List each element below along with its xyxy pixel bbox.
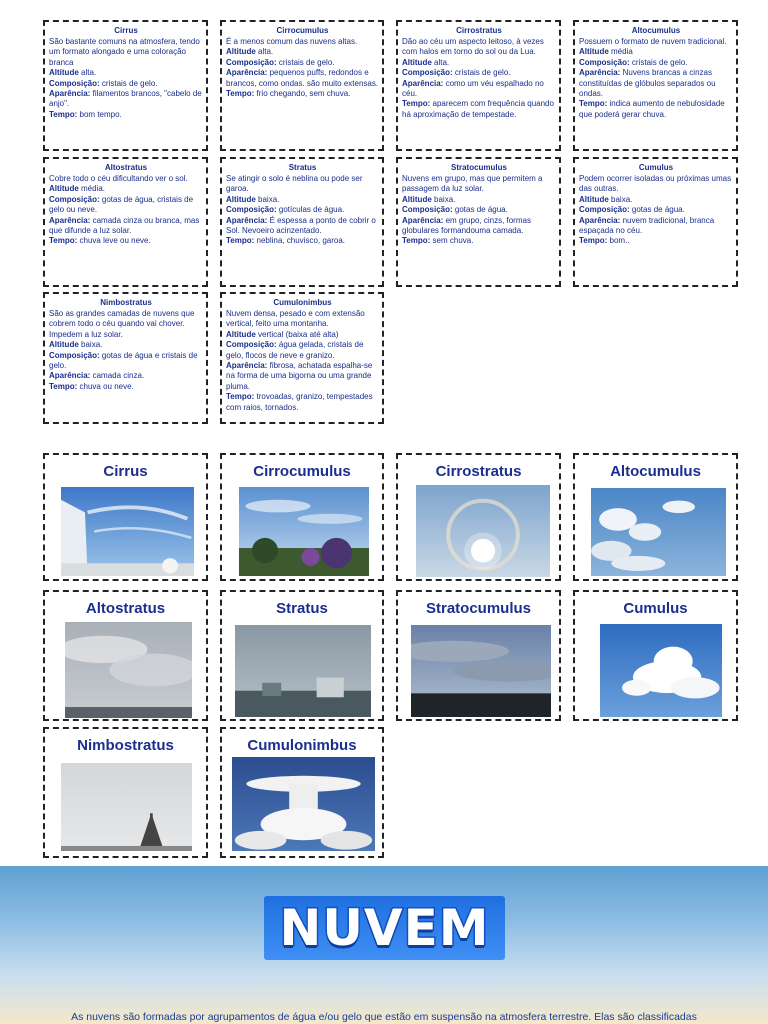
card-line-label: Aparência: (402, 215, 444, 225)
card-line-label: Altitude (402, 57, 432, 67)
card-line-text: trovoadas, granizo, tempestades com raios, tornados. (226, 392, 373, 412)
card-line-label: Altitude (49, 184, 79, 194)
picture-title: Stratus (276, 600, 328, 617)
card-line (402, 216, 556, 237)
card-line (402, 195, 556, 205)
card-line-label: Altitude (226, 329, 256, 339)
cloud-photo (61, 763, 192, 851)
card-line (579, 58, 733, 68)
card-line-label: Aparência: (49, 215, 91, 225)
card-line-label: Tempo: (49, 236, 78, 246)
card-line (579, 37, 733, 47)
card-line-label: Composição: (49, 194, 100, 204)
card-line-text: É espessa a ponto de cobrir o Sol. Nevoeiro acinzentado. (226, 215, 376, 236)
card-line-text: cristais de gelo. (631, 57, 688, 67)
card-line (49, 340, 203, 350)
card-line-label: Aparência: (402, 78, 444, 88)
info-card-altostratus (43, 157, 208, 287)
card-line-text: gotas de água, cristais de gelo ou neve. (49, 194, 194, 215)
card-line-label: Tempo: (579, 236, 608, 246)
card-line (49, 216, 203, 237)
picture-title: Cirrostratus (435, 463, 522, 480)
card-line (402, 236, 556, 246)
card-line-text: água gelada, cristais de gelo, flocos de neve e granizo. (226, 340, 364, 360)
info-card-cirrocumulus (220, 20, 384, 151)
cloud-photo (411, 625, 551, 717)
card-line-label: Tempo: (402, 236, 431, 246)
card-line-text: São bastante comuns na atmosfera, tendo um formato alongado e uma coloração branca (49, 37, 200, 67)
card-line (226, 330, 379, 340)
card-line (579, 47, 733, 57)
picture-card-nimbostratus (43, 727, 208, 858)
cloud-photo (235, 625, 371, 717)
intro-text: As nuvens são formadas por agrupamentos de água e/ou gelo que estão em suspensão na atmosfera terrestre. Elas são classificadas (71, 1011, 697, 1023)
card-line-label: Aparência: (226, 68, 268, 78)
card-line (49, 89, 203, 110)
card-line (226, 216, 379, 237)
picture-title: Cirrus (103, 463, 148, 480)
card-line-label: Tempo: (49, 381, 78, 391)
card-line (226, 340, 379, 361)
picture-card-cirrocumulus (220, 453, 384, 581)
picture-card-stratocumulus (396, 590, 561, 721)
sky-banner (0, 866, 768, 1024)
card-line-text: camada cinza ou branca, mas que difunde a luz solar. (49, 215, 200, 236)
picture-card-altostratus (43, 590, 208, 721)
card-line-label: Aparência: (579, 68, 621, 78)
card-line-label: Composição: (402, 68, 453, 78)
card-line (49, 79, 203, 89)
picture-card-stratus (220, 590, 384, 721)
card-line-label: Altitude (579, 47, 609, 57)
card-line (579, 236, 733, 246)
card-line-text: pequenos puffs, redondos e brancos, como ondas. são muito extensas. (226, 68, 379, 88)
card-title: Cumulonimbus (273, 298, 332, 307)
card-line-text: nuvem tradicional, branca espaçada no céu. (579, 215, 715, 236)
card-title: Cirrocumulus (276, 26, 329, 35)
card-line-label: Tempo: (226, 236, 255, 246)
info-card-cumulus (573, 157, 738, 287)
card-line-text: Possuem o formato de nuvem tradicional. (579, 37, 727, 46)
cloud-photo (416, 485, 550, 577)
card-line-text: São as grandes camadas de nuvens que cobrem todo o céu quando vai chover. Impedem a luz solar. (49, 309, 195, 339)
card-line-text: gotas de água e cristais de gelo. (49, 350, 198, 371)
card-line-text: sem chuva. (432, 236, 474, 246)
card-line (226, 392, 379, 413)
nuvem-logo (264, 896, 505, 960)
picture-title: Cirrocumulus (253, 463, 351, 480)
card-line (402, 58, 556, 68)
cloud-photo (61, 487, 194, 576)
card-title: Stratocumulus (450, 163, 507, 172)
card-line-text: vertical (baixa até alta) (258, 329, 339, 339)
card-line-text: cristais de gelo. (278, 57, 335, 67)
card-line-text: Nuvens brancas a cinzas constituídas de glóbulos separados ou ondas. (579, 68, 716, 99)
card-line (226, 37, 379, 47)
card-line-text: Podem ocorrer isoladas ou próximas umas das outras. (579, 174, 732, 194)
card-line-text: baixa. (258, 194, 280, 204)
card-line-text: baixa. (434, 194, 456, 204)
card-line (49, 37, 203, 68)
card-line (402, 68, 556, 78)
card-line-text: Cobre todo o céu dificultando ver o sol. (49, 174, 188, 183)
card-title: Stratus (288, 163, 317, 172)
card-line-text: alta. (81, 68, 97, 78)
card-line (226, 236, 379, 246)
card-line-text: baixa. (611, 194, 633, 204)
card-line (49, 236, 203, 246)
card-line-text: Nuvens em grupo, mas que permitem a passagem da luz solar. (402, 174, 543, 194)
card-title: Cumulus (638, 163, 674, 172)
card-line (579, 205, 733, 215)
card-line-text: aparecem com frequência quando há aproximação de tempestade. (402, 99, 554, 119)
card-line-label: Tempo: (579, 99, 608, 109)
cloud-photo (65, 622, 192, 718)
info-card-altocumulus (573, 20, 738, 151)
cloud-photo (591, 488, 726, 576)
info-card-cirrostratus (396, 20, 561, 151)
card-line-text: frio chegando, sem chuva. (256, 89, 351, 99)
card-line-label: Aparência: (226, 361, 268, 371)
picture-card-cumulonimbus (220, 727, 384, 858)
card-line (226, 174, 379, 195)
picture-title: Stratocumulus (425, 600, 531, 617)
card-line-label: Composição: (402, 205, 453, 215)
card-line-text: indica aumento de nebulosidade que poderá gerar chuva. (579, 99, 725, 119)
card-line-text: fibrosa, achatada espalha-se na forma de uma bigorna ou uma grande pluma. (226, 361, 373, 391)
card-line (402, 99, 556, 120)
card-line-label: Aparência: (49, 371, 91, 381)
card-line-text: chuva ou neve. (79, 381, 134, 391)
cloud-photo (232, 757, 375, 851)
card-line-label: Tempo: (226, 392, 255, 402)
card-line (226, 89, 379, 99)
info-card-cirrus (43, 20, 208, 151)
card-line (49, 174, 203, 184)
card-line-text: Se atingir o solo é neblina ou pode ser garoa. (226, 174, 363, 194)
card-line-text: alta. (258, 47, 274, 57)
card-title: Cirrostratus (456, 26, 502, 35)
picture-card-altocumulus (573, 453, 738, 581)
card-line (579, 195, 733, 205)
card-line-label: Altitude (226, 194, 256, 204)
card-line-label: Altitude (226, 47, 256, 57)
card-line-text: baixa. (81, 340, 103, 350)
picture-card-cirrostratus (396, 453, 561, 581)
card-line-text: média. (81, 184, 106, 194)
card-line (402, 37, 556, 58)
card-title: Altocumulus (631, 26, 681, 35)
card-line-label: Altitude (579, 194, 609, 204)
card-line-text: em grupo, cinzs, formas globulares formandouma camada. (402, 215, 531, 236)
card-line (49, 371, 203, 381)
card-line (49, 184, 203, 194)
card-line-label: Altitude (49, 68, 79, 78)
card-line-text: filamentos brancos, "cabelo de anjo". (49, 89, 202, 109)
card-line-text: É a menos comum das nuvens altas. (226, 37, 358, 46)
card-line (49, 110, 203, 120)
card-line-label: Tempo: (49, 109, 78, 119)
card-line-text: bom tempo. (79, 109, 122, 119)
card-line-text: neblina, chuvisco, garoa. (256, 236, 346, 246)
card-line-text: como um véu espalhado no céu. (402, 78, 544, 99)
card-line-text: Nuvem densa, pesado e com extensão vertical, feito uma montanha. (226, 309, 365, 329)
card-line-text: alta. (434, 57, 450, 67)
card-line (49, 309, 203, 340)
card-line-text: gotículas de água. (278, 205, 345, 215)
card-line-text: bom.. (609, 236, 630, 246)
card-line (579, 99, 733, 120)
card-line-text: média (611, 47, 633, 57)
cloud-photo (239, 487, 369, 576)
cloud-photo (600, 624, 722, 717)
card-line-text: gotas de água. (454, 205, 508, 215)
card-line-label: Altitude (402, 194, 432, 204)
picture-title: Altostratus (85, 600, 166, 617)
card-title: Nimbostratus (100, 298, 152, 307)
picture-title: Cumulus (623, 600, 688, 617)
picture-title: Cumulonimbus (247, 737, 357, 754)
picture-title: Altocumulus (610, 463, 701, 480)
picture-card-cirrus (43, 453, 208, 581)
info-card-cumulonimbus (220, 292, 384, 424)
picture-title: Nimbostratus (77, 737, 174, 754)
card-line-label: Altitude (49, 340, 79, 350)
card-line (226, 47, 379, 57)
card-line (402, 205, 556, 215)
card-line-label: Aparência: (226, 215, 268, 225)
card-line (49, 68, 203, 78)
card-line-text: gotas de água. (631, 205, 685, 215)
card-line (579, 174, 733, 195)
card-line (49, 195, 203, 216)
card-line-label: Composição: (49, 78, 100, 88)
card-line-text: Dão ao céu um aspecto leitoso, à vezes com halos em torno do sol ou da Lua. (402, 37, 544, 57)
card-line-label: Composição: (579, 205, 630, 215)
card-line-label: Composição: (49, 350, 100, 360)
card-line (226, 361, 379, 392)
card-line-label: Tempo: (402, 99, 431, 109)
card-line (226, 309, 379, 330)
card-line-label: Composição: (226, 57, 277, 67)
card-line (226, 58, 379, 68)
card-line (579, 216, 733, 237)
card-line (402, 174, 556, 195)
card-line (226, 68, 379, 89)
card-line (49, 382, 203, 392)
card-title: Cirrus (114, 26, 138, 35)
card-line (49, 351, 203, 372)
card-line-label: Tempo: (226, 89, 255, 99)
card-line-text: cristais de gelo. (101, 78, 158, 88)
card-line-text: camada cinza. (92, 371, 145, 381)
card-line-label: Aparência: (49, 89, 91, 99)
card-line-text: cristais de gelo. (454, 68, 511, 78)
card-line-label: Composição: (226, 340, 277, 350)
card-line (579, 68, 733, 99)
logo-text: NUVEM (279, 899, 490, 957)
card-line-text: chuva leve ou neve. (79, 236, 151, 246)
card-line (402, 79, 556, 100)
info-card-nimbostratus (43, 292, 208, 424)
card-line (226, 205, 379, 215)
info-card-stratus (220, 157, 384, 287)
card-line (226, 195, 379, 205)
card-line-label: Aparência: (579, 215, 621, 225)
card-line-label: Composição: (226, 205, 277, 215)
card-line-label: Composição: (579, 57, 630, 67)
picture-card-cumulus (573, 590, 738, 721)
info-card-stratocumulus (396, 157, 561, 287)
card-title: Altostratus (104, 163, 148, 172)
